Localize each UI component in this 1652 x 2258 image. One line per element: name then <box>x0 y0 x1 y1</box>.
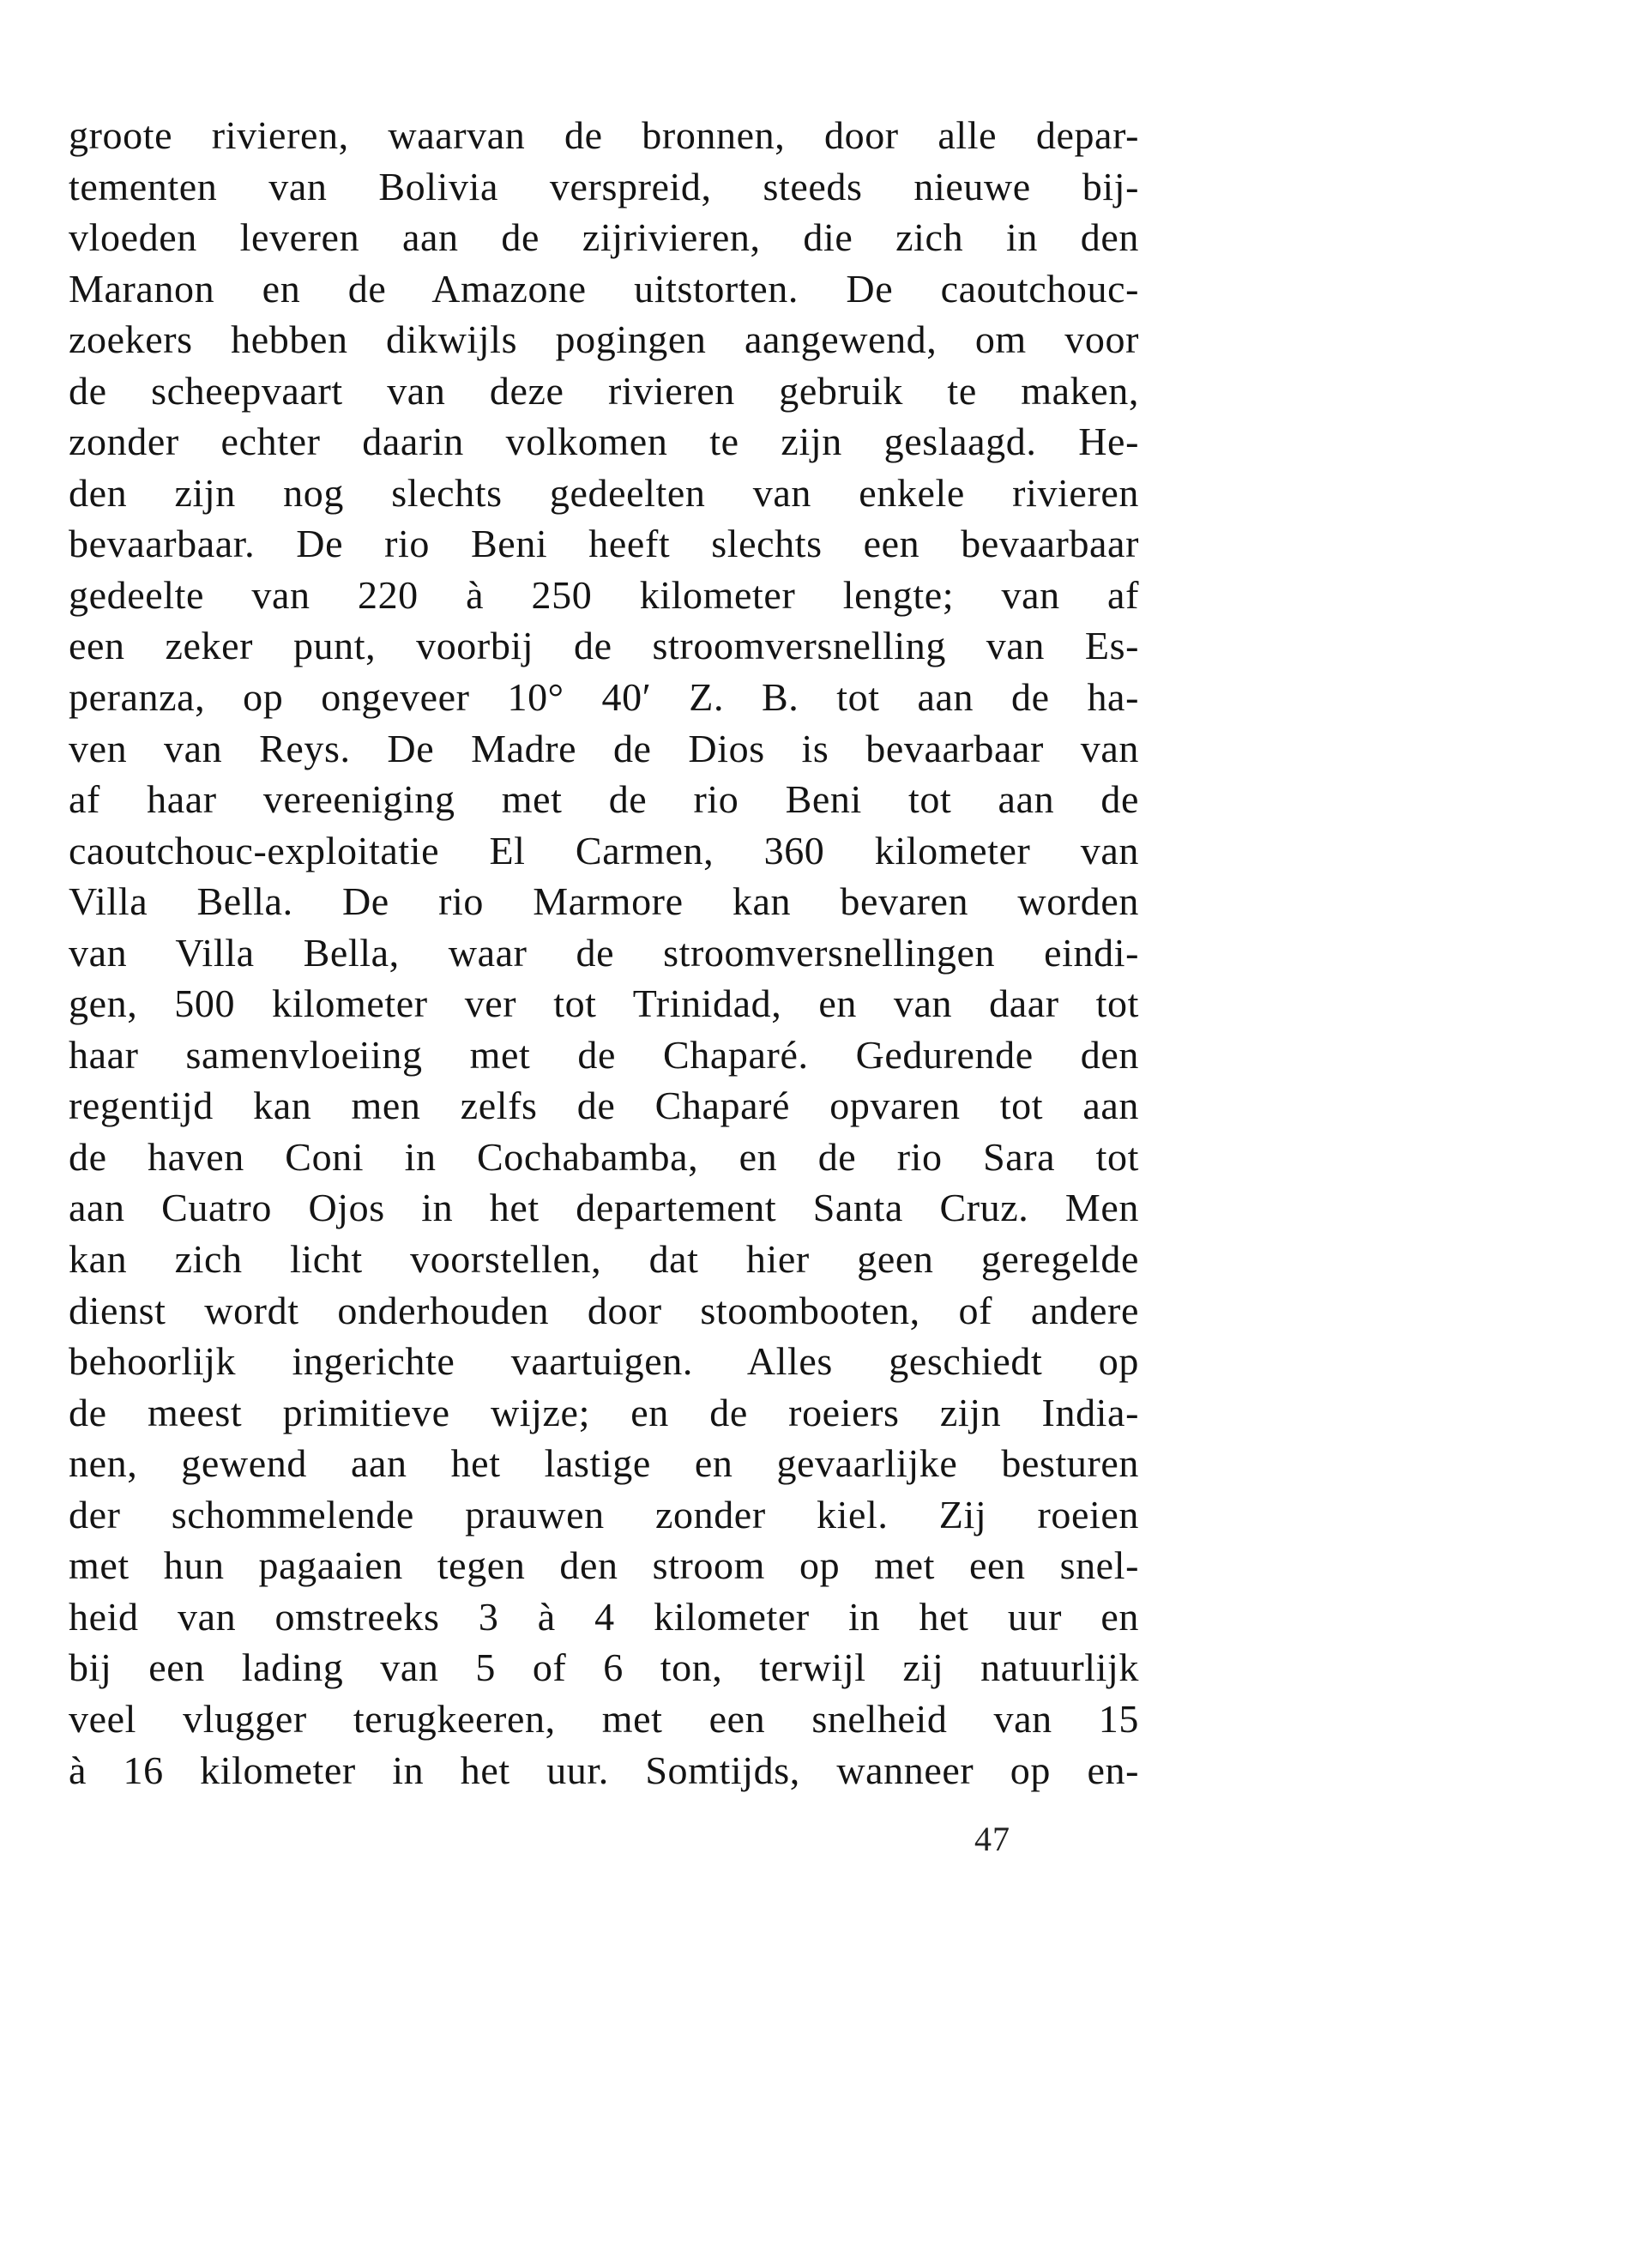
text-line: gedeelte van 220 à 250 kilometer lengte; van af <box>69 572 1139 617</box>
text-line: à 16 kilometer in het uur. Somtijds, wanneer op en- <box>69 1748 1139 1792</box>
text-line: vloeden leveren aan de zijrivieren, die zich in den <box>69 215 1139 260</box>
text-line: groote rivieren, waarvan de bronnen, door alle depar- <box>69 113 1139 157</box>
text-line: met hun pagaaien tegen den stroom op met een snel- <box>69 1543 1139 1588</box>
text-line: gen, 500 kilometer ver tot Trinidad, en van daar tot <box>69 981 1139 1026</box>
text-line: nen, gewend aan het lastige en gevaarlijke besturen <box>69 1441 1139 1486</box>
body-text <box>69 110 1139 1796</box>
text-line: zonder echter daarin volkomen te zijn geslaagd. He- <box>69 420 1139 464</box>
text-line: peranza, op ongeveer 10° 40′ Z. B. tot aan de ha- <box>69 675 1139 720</box>
text-line: behoorlijk ingerichte vaartuigen. Alles geschiedt op <box>69 1339 1139 1384</box>
text-line: haar samenvloeiing met de Chaparé. Gedurende den <box>69 1032 1139 1077</box>
text-line: af haar vereeniging met de rio Beni tot aan de <box>69 777 1139 822</box>
text-line: van Villa Bella, waar de stroomversnellingen eindi- <box>69 930 1139 975</box>
text-line: aan Cuatro Ojos in het departement Santa Cruz. Men <box>69 1186 1139 1230</box>
text-line: de scheepvaart van deze rivieren gebruik te maken, <box>69 368 1139 413</box>
text-line: de meest primitieve wijze; en de roeiers zijn India- <box>69 1390 1139 1434</box>
text-line: veel vlugger terugkeeren, met een snelheid van 15 <box>69 1696 1139 1741</box>
text-line: regentijd kan men zelfs de Chaparé opvaren tot aan <box>69 1084 1139 1128</box>
text-line: zoekers hebben dikwijls pogingen aangewend, om voor <box>69 317 1139 362</box>
text-line: der schommelende prauwen zonder kiel. Zij roeien <box>69 1492 1139 1537</box>
text-line: den zijn nog slechts gedeelten van enkele rivieren <box>69 470 1139 515</box>
text-line: heid van omstreeks 3 à 4 kilometer in het uur en <box>69 1594 1139 1639</box>
text-line: Maranon en de Amazone uitstorten. De caoutchouc- <box>69 266 1139 311</box>
text-line: tementen van Bolivia verspreid, steeds nieuwe bij- <box>69 164 1139 208</box>
text-line: caoutchouc-exploitatie El Carmen, 360 kilometer van <box>69 828 1139 872</box>
text-line: dienst wordt onderhouden door stoombooten, of andere <box>69 1288 1139 1332</box>
page-number: 47 <box>974 1820 1010 1858</box>
text-line: kan zich licht voorstellen, dat hier geen geregelde <box>69 1237 1139 1282</box>
text-line: bevaarbaar. De rio Beni heeft slechts een bevaarbaar <box>69 522 1139 566</box>
text-line: Villa Bella. De rio Marmore kan bevaren worden <box>69 879 1139 924</box>
text-line: een zeker punt, voorbij de stroomversnelling van Es- <box>69 624 1139 668</box>
text-line: de haven Coni in Cochabamba, en de rio Sara tot <box>69 1134 1139 1179</box>
text-line: bij een lading van 5 of 6 ton, terwijl zij natuurlijk <box>69 1645 1139 1690</box>
text-line: ven van Reys. De Madre de Dios is bevaarbaar van <box>69 726 1139 770</box>
